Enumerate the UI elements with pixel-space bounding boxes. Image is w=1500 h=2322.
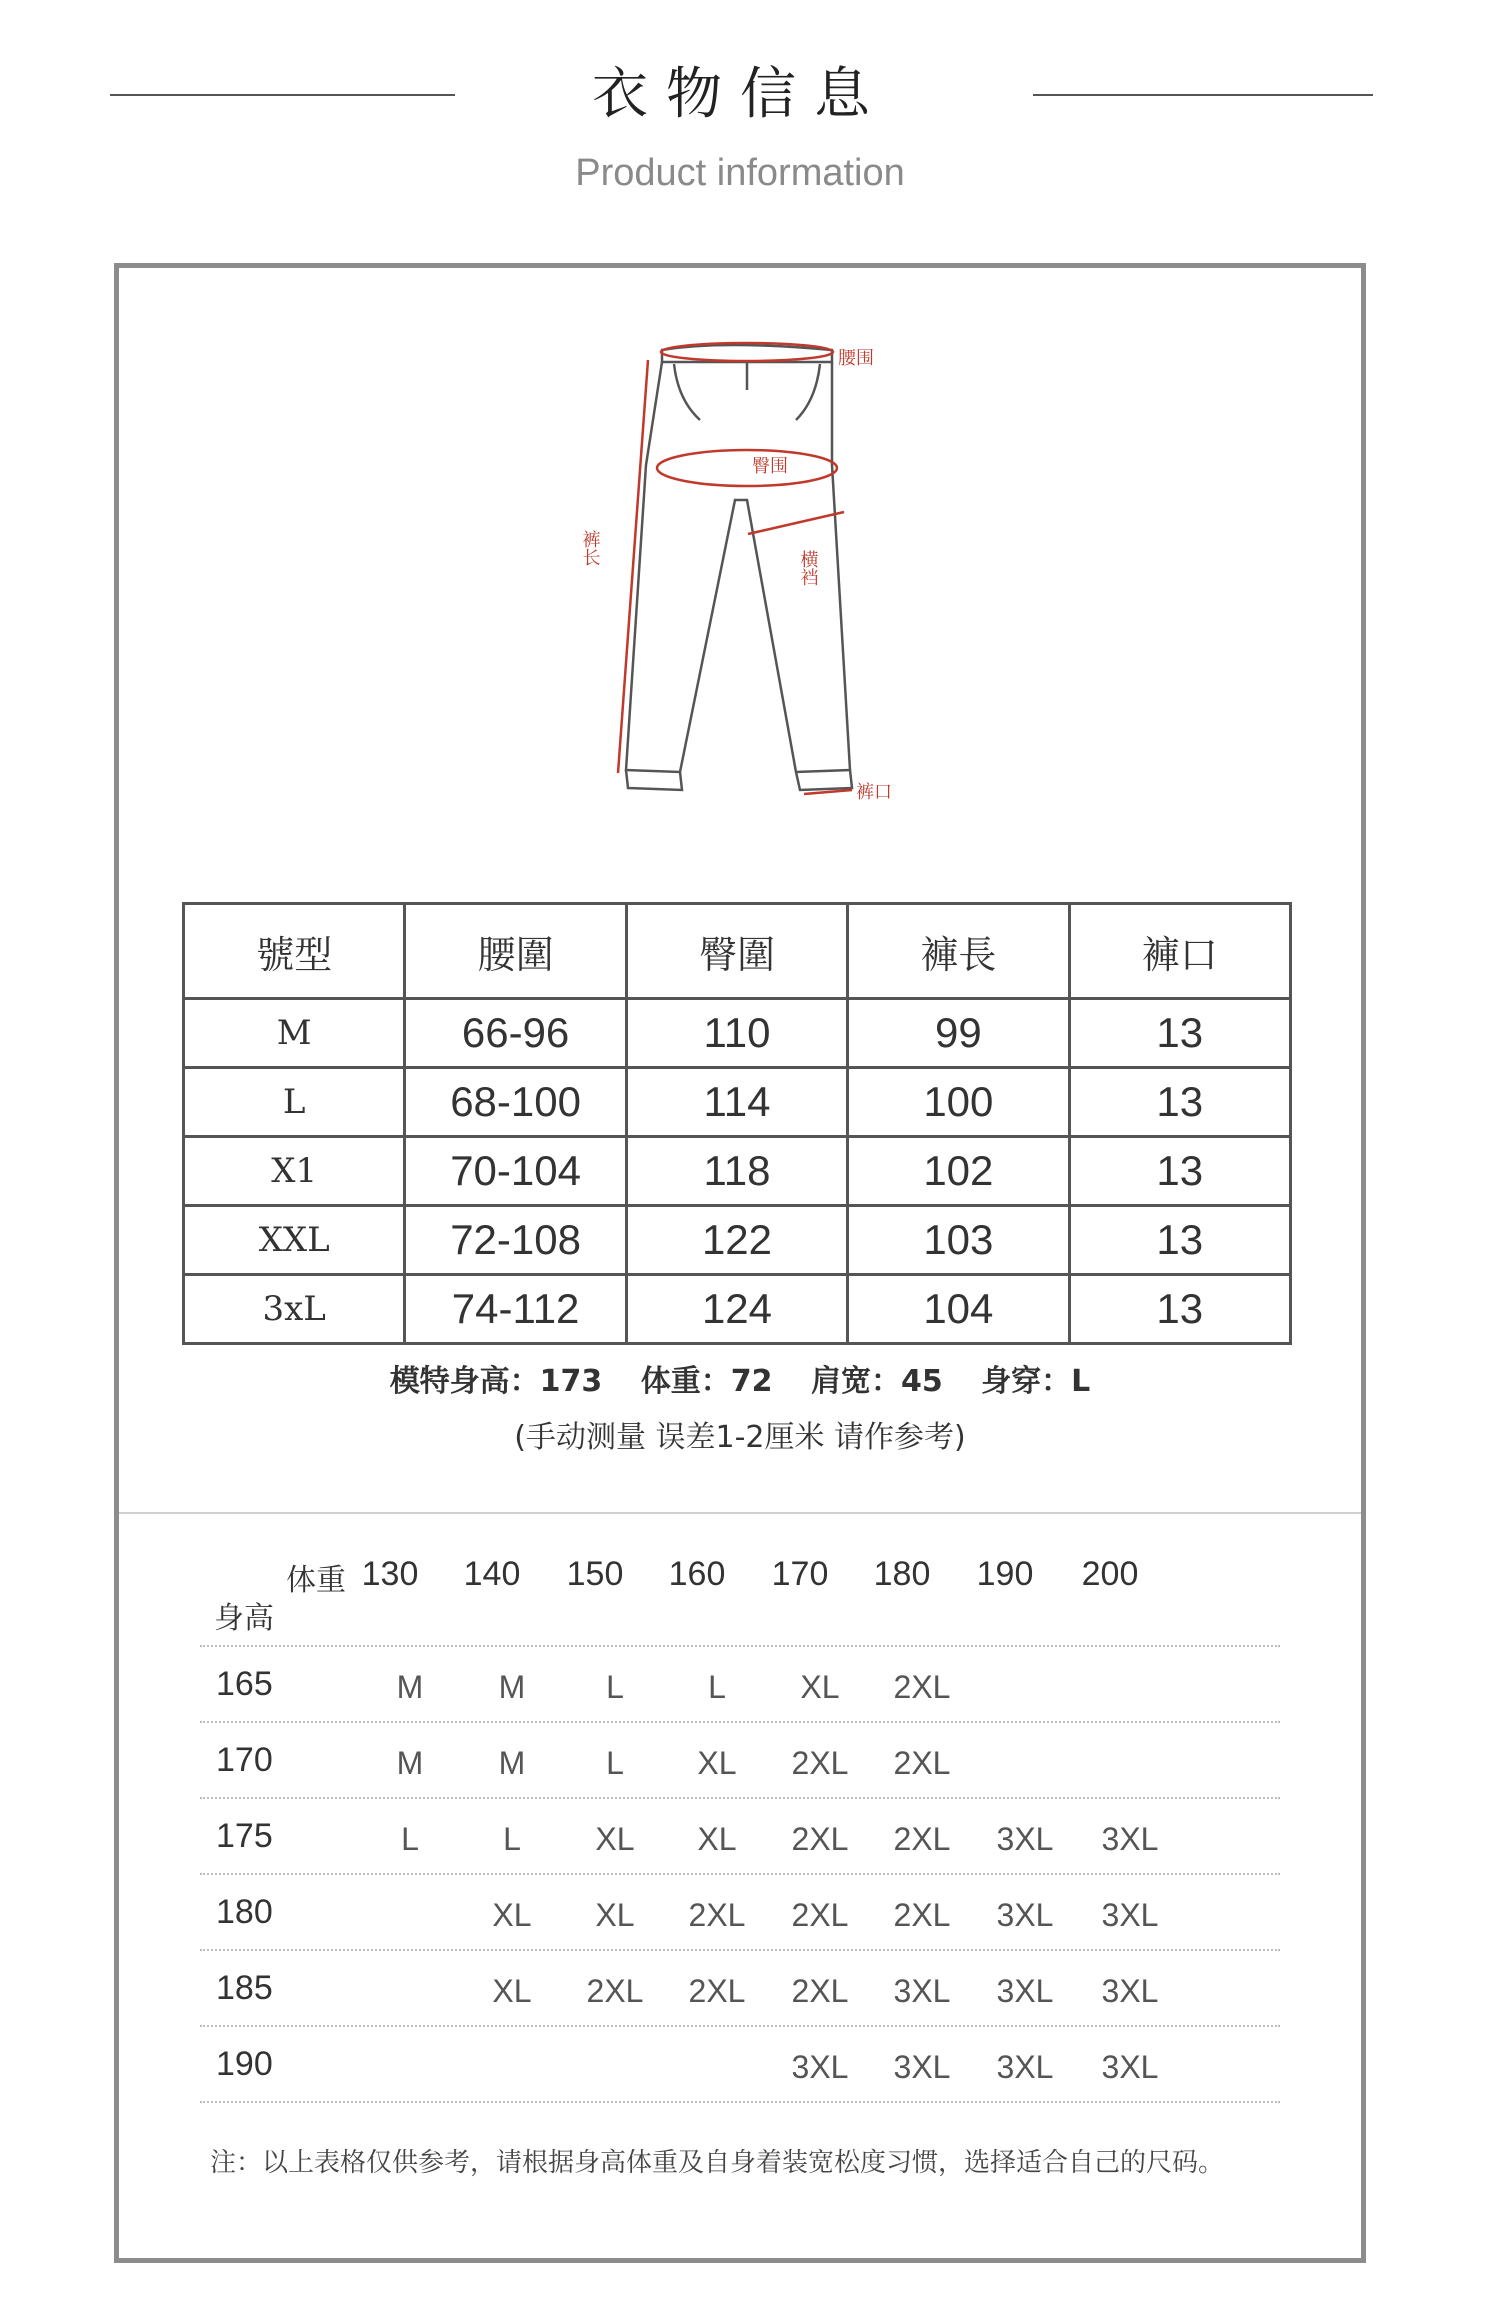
size-chart-table bbox=[182, 902, 1292, 1345]
recommendation-row bbox=[200, 1721, 1280, 1797]
recommended-size: 3XL bbox=[893, 1973, 951, 2009]
recommended-size: 2XL bbox=[893, 1897, 951, 1933]
recommendation-row bbox=[200, 2025, 1280, 2101]
label-length: 裤长 bbox=[579, 530, 601, 566]
recommended-size: M bbox=[498, 1669, 526, 1705]
cell-length: 104 bbox=[848, 1275, 1069, 1344]
cell-size: X1 bbox=[184, 1137, 405, 1206]
label-waist: 腰围 bbox=[838, 348, 874, 369]
row-height: 180 bbox=[216, 1893, 273, 1931]
label-hip: 臀围 bbox=[752, 456, 788, 477]
model-shoulder: 肩宽：45 bbox=[810, 1364, 943, 1399]
cell-hip: 114 bbox=[626, 1068, 847, 1137]
cell-size: 3xL bbox=[184, 1275, 405, 1344]
header-hip: 臀圍 bbox=[626, 904, 847, 999]
recommended-size: M bbox=[396, 1745, 424, 1781]
recommended-size: 2XL bbox=[791, 1897, 849, 1933]
recommendation-header bbox=[200, 1545, 1280, 1645]
size-table-header bbox=[184, 904, 1291, 999]
cell-hip: 110 bbox=[626, 999, 847, 1068]
row-height: 190 bbox=[216, 2045, 273, 2083]
recommended-size: 2XL bbox=[893, 1821, 951, 1857]
recommended-size: XL bbox=[492, 1897, 532, 1933]
pants-measurement-diagram bbox=[560, 330, 960, 830]
cell-size: XXL bbox=[184, 1206, 405, 1275]
recommended-size: XL bbox=[595, 1897, 635, 1933]
header-hem: 褲口 bbox=[1069, 904, 1290, 999]
cell-size: L bbox=[184, 1068, 405, 1137]
size-recommendation-table bbox=[200, 1545, 1280, 2103]
row-height: 170 bbox=[216, 1741, 273, 1779]
recommended-size: 2XL bbox=[791, 1745, 849, 1781]
cell-length: 100 bbox=[848, 1068, 1069, 1137]
cell-waist: 74-112 bbox=[405, 1275, 626, 1344]
row-height: 165 bbox=[216, 1665, 273, 1703]
cell-hem: 13 bbox=[1069, 1275, 1290, 1344]
weight-column-header: 180 bbox=[873, 1555, 931, 1593]
cell-hip: 124 bbox=[626, 1275, 847, 1344]
label-crotch: 横裆 bbox=[797, 550, 819, 586]
recommended-size: 3XL bbox=[791, 2049, 849, 2085]
page-subtitle: Product information bbox=[575, 152, 905, 194]
header-length: 褲長 bbox=[848, 904, 1069, 999]
row-height: 185 bbox=[216, 1969, 273, 2007]
weight-column-header: 190 bbox=[976, 1555, 1034, 1593]
recommended-size: 3XL bbox=[1101, 1897, 1159, 1933]
weight-axis-label: 体重 bbox=[286, 1563, 346, 1598]
cell-hem: 13 bbox=[1069, 1137, 1290, 1206]
recommended-size: 3XL bbox=[996, 1973, 1054, 2009]
recommended-size: L bbox=[708, 1669, 726, 1705]
weight-column-header: 130 bbox=[361, 1555, 419, 1593]
weight-column-header: 160 bbox=[668, 1555, 726, 1593]
recommended-size: L bbox=[401, 1821, 419, 1857]
height-axis-label: 身高 bbox=[214, 1601, 274, 1636]
table-row bbox=[184, 1206, 1291, 1275]
table-row bbox=[184, 999, 1291, 1068]
recommended-size: 2XL bbox=[586, 1973, 644, 2009]
recommended-size: 3XL bbox=[996, 2049, 1054, 2085]
cell-waist: 72-108 bbox=[405, 1206, 626, 1275]
table-row bbox=[184, 1137, 1291, 1206]
weight-column-header: 140 bbox=[463, 1555, 521, 1593]
weight-column-header: 150 bbox=[566, 1555, 624, 1593]
recommended-size: 3XL bbox=[1101, 1821, 1159, 1857]
recommended-size: 3XL bbox=[1101, 1973, 1159, 2009]
cell-size: M bbox=[184, 999, 405, 1068]
recommendation-bottom-rule bbox=[200, 2101, 1280, 2103]
recommended-size: 2XL bbox=[893, 1745, 951, 1781]
cell-length: 103 bbox=[848, 1206, 1069, 1275]
model-weight: 体重：72 bbox=[640, 1364, 773, 1399]
table-row bbox=[184, 1068, 1291, 1137]
recommendation-row bbox=[200, 1645, 1280, 1721]
cell-length: 102 bbox=[848, 1137, 1069, 1206]
recommended-size: 2XL bbox=[893, 1669, 951, 1705]
recommendation-row bbox=[200, 1797, 1280, 1873]
row-height: 175 bbox=[216, 1817, 273, 1855]
weight-column-header: 200 bbox=[1081, 1555, 1139, 1593]
model-height: 模特身高：173 bbox=[389, 1364, 603, 1399]
cell-hip: 118 bbox=[626, 1137, 847, 1206]
recommended-size: 3XL bbox=[893, 2049, 951, 2085]
cell-hem: 13 bbox=[1069, 1206, 1290, 1275]
recommended-size: L bbox=[503, 1821, 521, 1857]
model-info bbox=[0, 1356, 1480, 1400]
cell-hem: 13 bbox=[1069, 1068, 1290, 1137]
recommended-size: XL bbox=[697, 1821, 737, 1857]
header-size: 號型 bbox=[184, 904, 405, 999]
label-hem: 裤口 bbox=[856, 782, 892, 803]
model-wearing: 身穿：L bbox=[981, 1364, 1091, 1399]
recommended-size: XL bbox=[800, 1669, 840, 1705]
cell-waist: 70-104 bbox=[405, 1137, 626, 1206]
recommended-size: 3XL bbox=[996, 1897, 1054, 1933]
header-waist: 腰圍 bbox=[405, 904, 626, 999]
recommended-size: XL bbox=[492, 1973, 532, 2009]
recommended-size: L bbox=[606, 1745, 624, 1781]
cell-waist: 66-96 bbox=[405, 999, 626, 1068]
section-divider bbox=[119, 1512, 1361, 1514]
recommended-size: 2XL bbox=[791, 1821, 849, 1857]
recommended-size: 2XL bbox=[688, 1973, 746, 2009]
cell-hem: 13 bbox=[1069, 999, 1290, 1068]
footnote: 注：以上表格仅供参考，请根据身高体重及自身着装宽松度习惯，选择适合自己的尺码。 bbox=[210, 2148, 1225, 2178]
recommended-size: XL bbox=[697, 1745, 737, 1781]
recommended-size: M bbox=[498, 1745, 526, 1781]
cell-length: 99 bbox=[848, 999, 1069, 1068]
recommended-size: XL bbox=[595, 1821, 635, 1857]
page-title: 衣物信息 bbox=[592, 62, 888, 127]
recommendation-row bbox=[200, 1949, 1280, 2025]
weight-column-header: 170 bbox=[771, 1555, 829, 1593]
recommended-size: 3XL bbox=[996, 1821, 1054, 1857]
recommended-size: L bbox=[606, 1669, 624, 1705]
cell-hip: 122 bbox=[626, 1206, 847, 1275]
recommended-size: M bbox=[396, 1669, 424, 1705]
recommendation-row bbox=[200, 1873, 1280, 1949]
cell-waist: 68-100 bbox=[405, 1068, 626, 1137]
measure-note: (手动测量 误差1-2厘米 请作参考) bbox=[514, 1420, 966, 1455]
table-row bbox=[184, 1275, 1291, 1344]
recommended-size: 2XL bbox=[791, 1973, 849, 2009]
recommended-size: 3XL bbox=[1101, 2049, 1159, 2085]
recommended-size: 2XL bbox=[688, 1897, 746, 1933]
